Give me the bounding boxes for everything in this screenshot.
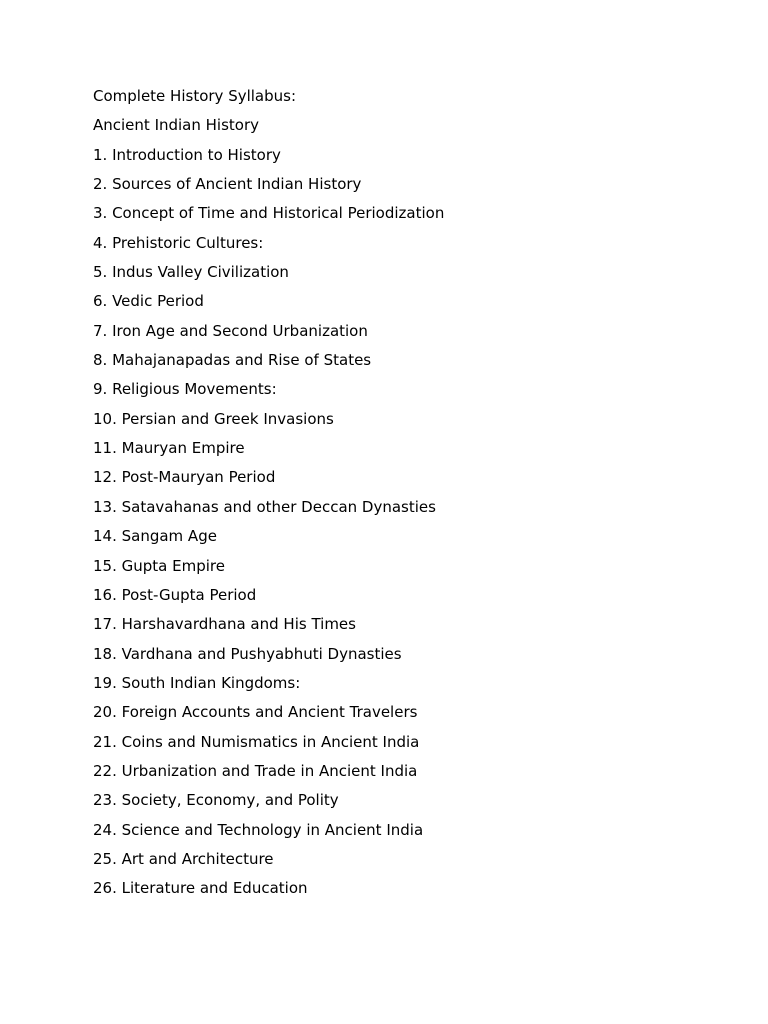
list-item: 16. Post-Gupta Period (93, 585, 257, 604)
list-item: 2. Sources of Ancient Indian History (93, 175, 362, 194)
list-item: 21. Coins and Numismatics in Ancient India (93, 732, 420, 751)
list-item: 25. Art and Architecture (93, 849, 274, 868)
list-item: 10. Persian and Greek Invasions (93, 409, 334, 428)
list-item: 15. Gupta Empire (93, 556, 225, 575)
section-title: Ancient Indian History (93, 116, 260, 135)
list-item: 19. South Indian Kingdoms: (93, 673, 301, 692)
list-item: 18. Vardhana and Pushyabhuti Dynasties (93, 644, 402, 663)
list-item: 4. Prehistoric Cultures: (93, 233, 264, 252)
list-item: 5. Indus Valley Civilization (93, 263, 289, 282)
list-item: 22. Urbanization and Trade in Ancient India (93, 761, 418, 780)
list-item: 23. Society, Economy, and Polity (93, 791, 339, 810)
list-item: 24. Science and Technology in Ancient India (93, 820, 424, 839)
list-item: 13. Satavahanas and other Deccan Dynasties (93, 497, 436, 516)
list-item: 6. Vedic Period (93, 292, 204, 311)
list-item: 26. Literature and Education (93, 879, 308, 898)
syllabus-list (93, 145, 693, 908)
list-item: 7. Iron Age and Second Urbanization (93, 321, 368, 340)
list-item: 8. Mahajanapadas and Rise of States (93, 351, 372, 370)
list-item: 12. Post-Mauryan Period (93, 468, 276, 487)
list-item: 1. Introduction to History (93, 145, 281, 164)
list-item: 17. Harshavardhana and His Times (93, 615, 356, 634)
list-item: 20. Foreign Accounts and Ancient Travelers (93, 703, 418, 722)
document-heading: Complete History Syllabus: (93, 87, 297, 105)
document-body (93, 86, 693, 908)
list-item: 14. Sangam Age (93, 527, 217, 546)
list-item: 9. Religious Movements: (93, 380, 277, 399)
list-item: 11. Mauryan Empire (93, 439, 245, 458)
list-item: 3. Concept of Time and Historical Periodization (93, 204, 445, 223)
